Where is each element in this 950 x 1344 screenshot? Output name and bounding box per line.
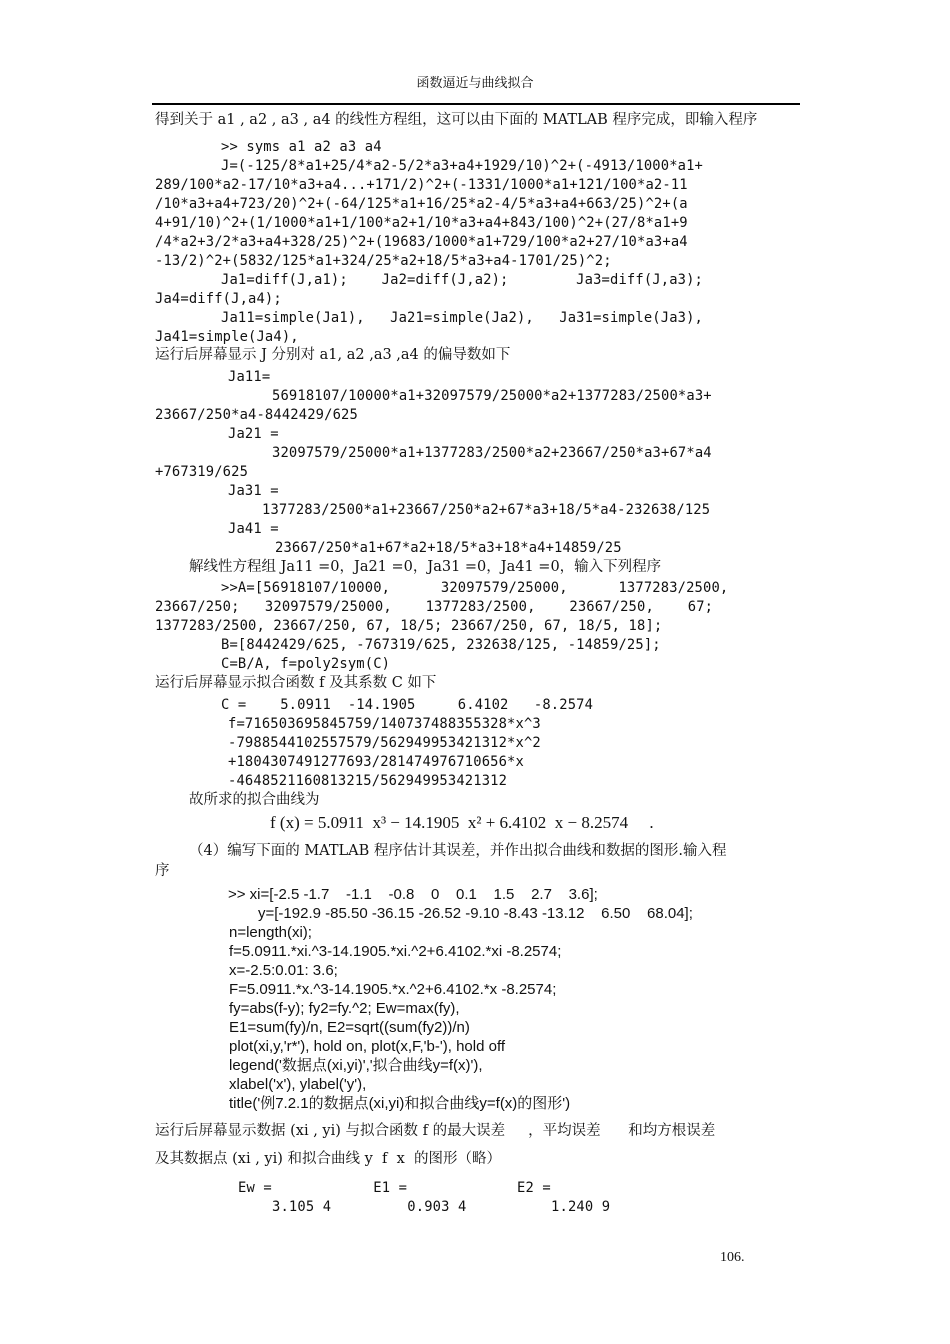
code-line: 3.105 4 0.903 4 1.240 9 — [272, 1199, 611, 1215]
code-line: fy=abs(f-y); fy2=fy.^2; Ew=max(fy), — [229, 1000, 460, 1017]
code-line: >>A=[56918107/10000, 32097579/25000, 1377283/2500, — [221, 580, 729, 596]
code-line: 23667/250; 32097579/25000, 1377283/2500, 23667/250, 67; — [155, 599, 714, 615]
code-line: /10*a3+a4+723/20)^2+(-64/125*a1+16/25*a2-4/5*a3+a4+663/25)^2+(a — [155, 196, 688, 212]
code-line: plot(xi,y,'r*'), hold on, plot(x,F,'b-'), hold off — [229, 1038, 506, 1055]
code-line: Ja21 = — [228, 426, 279, 442]
code-line: 4+91/10)^2+(1/1000*a1+1/100*a2+1/10*a3+a4+843/100)^2+(27/8*a1+9 — [155, 215, 688, 231]
code-line: E1=sum(fy)/n, E2=sqrt((sum(fy2))/n) — [229, 1019, 470, 1036]
code-line: 1377283/2500, 23667/250, 67, 18/5; 23667/250, 67, 18/5, 18]; — [155, 618, 663, 634]
code-line: 56918107/10000*a1+32097579/25000*a2+1377283/2500*a3+ — [272, 388, 712, 404]
code-line: y=[-192.9 -85.50 -36.15 -26.52 -9.10 -8.43 -13.12 6.50 68.04]; — [258, 905, 693, 922]
code-line: legend('数据点(xi,yi)','拟合曲线y=f(x)'), — [229, 1057, 483, 1074]
code-line: 289/100*a2-17/10*a3+a4...+171/2)^2+(-1331/1000*a1+121/100*a2-11 — [155, 177, 688, 193]
code-line: Ew = E1 = E2 = — [238, 1180, 551, 1196]
code-line: >> xi=[-2.5 -1.7 -1.1 -0.8 0 0.1 1.5 2.7 3.6]; — [228, 886, 598, 903]
code-line: f=5.0911.*xi.^3-14.1905.*xi.^2+6.4102.*xi -8.2574; — [229, 943, 562, 960]
code-line: B=[8442429/625, -767319/625, 232638/125, -14859/25]; — [221, 637, 661, 653]
code-line: +1804307491277693/281474976710656*x — [228, 754, 524, 770]
code-line: Ja4=diff(J,a4); — [155, 291, 282, 307]
code-line: -7988544102557579/562949953421312*x^2 — [228, 735, 541, 751]
code-line: Ja11=simple(Ja1), Ja21=simple(Ja2), Ja31=simple(Ja3), — [221, 310, 704, 326]
text-line: （4）编写下面的 MATLAB 程序估计其误差，并作出拟合曲线和数据的图形.输入程 — [189, 843, 727, 859]
code-line: xlabel('x'), ylabel('y'), — [229, 1076, 367, 1093]
running-header: 函数逼近与曲线拟合 — [416, 76, 534, 91]
code-line: -13/2)^2+(5832/125*a1+324/25*a2+18/5*a3+a4-1701/25)^2; — [155, 253, 612, 269]
text-line: 得到关于 a1 , a2 , a3 , a4 的线性方程组，这可以由下面的 MATLAB 程序完成，即输入程序 — [155, 112, 758, 128]
code-line: >> syms a1 a2 a3 a4 — [221, 139, 382, 155]
code-line: title('例7.2.1的数据点(xi,yi)和拟合曲线y=f(x)的图形') — [229, 1095, 571, 1112]
header-rule — [152, 103, 800, 105]
text-line: 解线性方程组 Ja11 =0，Ja21 =0，Ja31 =0，Ja41 =0，输入下列程序 — [189, 559, 662, 575]
code-line: Ja31 = — [228, 483, 279, 499]
code-line: n=length(xi); — [229, 924, 312, 941]
text-line: 运行后屏幕显示数据 (xi , yi) 与拟合函数 f 的最大误差 ，平均误差 和均方根误差 — [155, 1123, 716, 1139]
code-line: Ja41=simple(Ja4), — [155, 329, 299, 345]
code-line: J=(-125/8*a1+25/4*a2-5/2*a3+a4+1929/10)^2+(-4913/1000*a1+ — [221, 158, 704, 174]
text-line: 故所求的拟合曲线为 — [189, 792, 320, 808]
code-line: Ja11= — [228, 369, 271, 385]
text-line: 运行后屏幕显示 J 分别对 a1, a2 ,a3 ,a4 的偏导数如下 — [155, 347, 511, 363]
text-line: 运行后屏幕显示拟合函数 f 及其系数 C 如下 — [155, 675, 437, 691]
code-line: 23667/250*a1+67*a2+18/5*a3+18*a4+14859/25 — [275, 540, 622, 556]
code-line: C = 5.0911 -14.1905 6.4102 -8.2574 — [221, 697, 594, 713]
code-line: x=-2.5:0.01: 3.6; — [229, 962, 338, 979]
code-line: +767319/625 — [155, 464, 249, 480]
code-line: 32097579/25000*a1+1377283/2500*a2+23667/250*a3+67*a4 — [272, 445, 712, 461]
code-line: /4*a2+3/2*a3+a4+328/25)^2+(19683/1000*a1+729/100*a2+27/10*a3+a4 — [155, 234, 688, 250]
code-line: f=716503695845759/140737488355328*x^3 — [228, 716, 541, 732]
code-line: C=B/A, f=poly2sym(C) — [221, 656, 391, 672]
page-number: 106. — [720, 1250, 745, 1265]
text-line: f (x) = 5.0911 x³ − 14.1905 x² + 6.4102 x − 8.2574 . — [270, 813, 654, 832]
code-line: Ja41 = — [228, 521, 279, 537]
code-line: -4648521160813215/562949953421312 — [228, 773, 508, 789]
code-line: 1377283/2500*a1+23667/250*a2+67*a3+18/5*a4-232638/125 — [262, 502, 711, 518]
text-line: 及其数据点 (xi , yi) 和拟合曲线 y f x 的图形（略） — [155, 1151, 502, 1167]
code-line: Ja1=diff(J,a1); Ja2=diff(J,a2); Ja3=diff(J,a3); — [221, 272, 704, 288]
code-line: F=5.0911.*x.^3-14.1905.*x.^2+6.4102.*x -8.2574; — [229, 981, 557, 998]
code-line: 23667/250*a4-8442429/625 — [155, 407, 358, 423]
text-line: 序 — [155, 863, 170, 879]
